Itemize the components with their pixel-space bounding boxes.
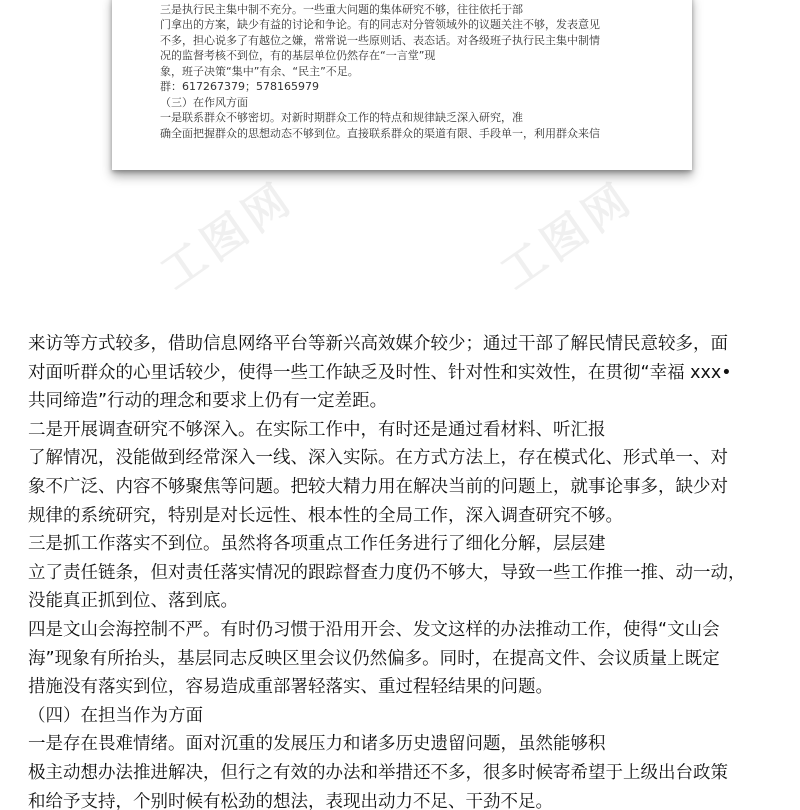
watermark: 工图网	[491, 171, 644, 300]
body-line: 立了责任链条，但对责任落实情况的跟踪督查力度仍不够大，导致一些工作推一推、动一动，	[28, 562, 746, 583]
body-line: 措施没有落实到位，容易造成重部署轻落实、重过程轻结果的问题。	[28, 677, 553, 698]
section-heading: （四）在担当作为方面	[28, 705, 203, 726]
document-body	[28, 330, 778, 810]
preview-line: 不多，担心说多了有越位之嫌，常常说一些原则话、表态话。对各级班子执行民主集中制情	[160, 33, 600, 47]
preview-line: 三是执行民主集中制不充分。一些重大问题的集体研究不够，往往依托于部	[160, 2, 523, 16]
preview-line: 门拿出的方案，缺少有益的讨论和争论。有的同志对分管领域外的议题关注不够，发表意见	[160, 18, 600, 31]
preview-line: 群：617267379；578165979	[160, 80, 319, 93]
body-line: 共同缔造”行动的理念和要求上仍有一定差距。	[28, 391, 388, 412]
body-line: 极主动想办法推进解决，但行之有效的办法和举措还不多，很多时候寄希望于上级出台政策	[28, 762, 728, 783]
body-line: 和给予支持，个别时候有松劲的想法，表现出动力不足、干劲不足。	[28, 791, 553, 810]
body-line: 三是抓工作落实不到位。虽然将各项重点工作任务进行了细化分解，层层建	[28, 534, 606, 555]
body-line: 海”现象有所抬头，基层同志反映区里会议仍然偏多。同时，在提高文件、会议质量上既定	[28, 648, 720, 669]
body-line: 规律的系统研究，特别是对长远性、根本性的全局工作，深入调查研究不够。	[28, 505, 623, 526]
watermark: 工图网	[151, 171, 304, 300]
body-line: 没能真正抓到位、落到底。	[28, 591, 238, 612]
body-line: 二是开展调查研究不够深入。在实际工作中，有时还是通过看材料、听汇报	[28, 419, 606, 440]
preview-line: （三）在作风方面	[160, 95, 248, 109]
body-line: 了解情况，没能做到经常深入一线、深入实际。在方式方法上，存在模式化、形式单一、对	[28, 448, 728, 469]
document-preview-card	[112, 0, 692, 170]
body-line: 对面听群众的心里话较少，使得一些工作缺乏及时性、针对性和实效性，在贯彻“幸福 xxx•	[28, 362, 732, 383]
preview-line: 确全面把握群众的思想动态不够到位。直接联系群众的渠道有限、手段单一，利用群众来信	[160, 126, 600, 140]
preview-text	[160, 0, 660, 141]
body-line: 四是文山会海控制不严。有时仍习惯于沿用开会、发文这样的办法推动工作，使得“文山会	[28, 619, 720, 640]
body-line: 象不广泛、内容不够聚焦等问题。把较大精力用在解决当前的问题上，就事论事多，缺少对	[28, 476, 728, 497]
body-line: 来访等方式较多，借助信息网络平台等新兴高效媒介较少；通过干部了解民情民意较多，面	[28, 334, 728, 354]
preview-line: 一是联系群众不够密切。对新时期群众工作的特点和规律缺乏深入研究，准	[160, 111, 523, 124]
body-line: 一是存在畏难情绪。面对沉重的发展压力和诸多历史遗留问题，虽然能够积	[28, 734, 606, 755]
preview-line: 况的监督考核不到位，有的基层单位仍然存在“一言堂”现	[160, 49, 436, 62]
preview-line: 象，班子决策“集中”有余、“民主”不足。	[160, 64, 359, 78]
